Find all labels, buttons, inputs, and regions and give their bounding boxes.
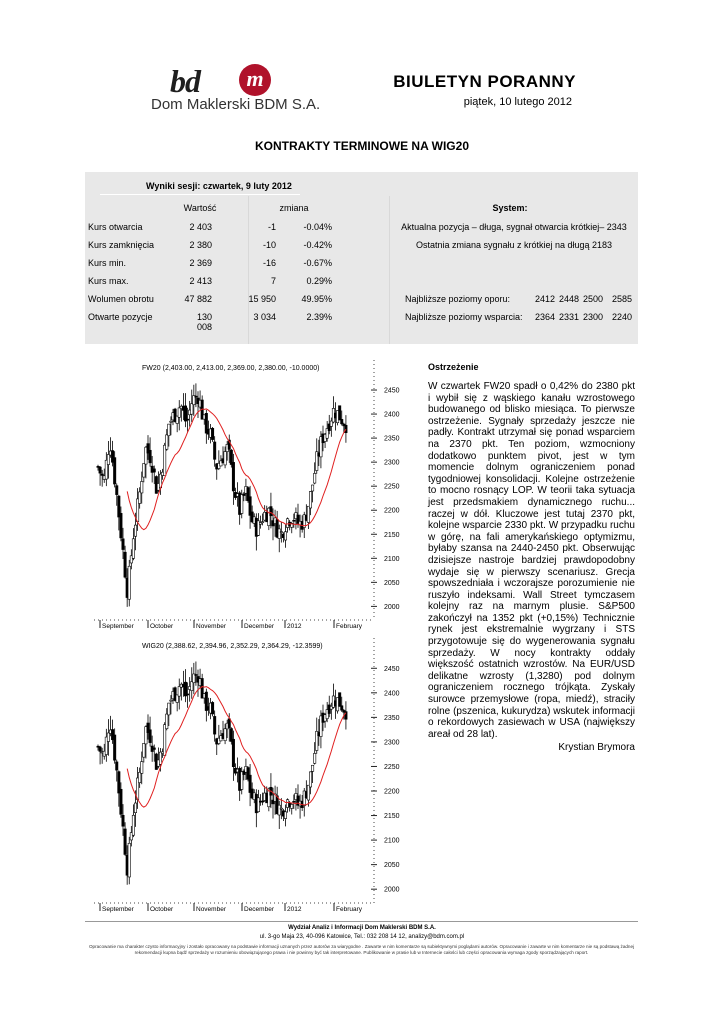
candle-body <box>184 406 186 421</box>
candle-body <box>232 462 234 491</box>
y-tick-label: 2300 <box>384 459 400 467</box>
y-tick-label: 2300 <box>384 739 400 747</box>
candle-body <box>141 481 143 492</box>
candle-body <box>211 702 213 714</box>
candle-body <box>170 700 172 701</box>
candle-body <box>341 706 343 710</box>
candle-body <box>113 735 115 760</box>
candle-body <box>313 753 315 763</box>
candle-body <box>99 747 101 751</box>
candle-body <box>101 474 103 475</box>
candle-body <box>153 748 155 750</box>
candle-body <box>116 762 118 770</box>
x-tick-label: February <box>336 623 363 630</box>
y-tick-label: 2100 <box>384 837 400 845</box>
y-tick-label: 2150 <box>384 531 400 539</box>
row-label: Kurs min. <box>88 258 127 268</box>
row-change: 7 <box>270 276 276 286</box>
article-author: Krystian Brymora <box>558 742 635 753</box>
candle-body <box>168 424 170 436</box>
candle-body <box>124 829 126 855</box>
candle-body <box>307 506 309 522</box>
candle-body <box>261 522 263 523</box>
session-title: Wyniki sesji: czwartek, 9 luty 2012 <box>146 181 292 191</box>
stats-divider <box>389 196 390 344</box>
candle-body <box>345 425 347 432</box>
row-change-pct: 2.39% <box>306 312 332 322</box>
resistance-level: 2585 <box>611 294 632 304</box>
candle-body <box>291 804 293 808</box>
candle-body <box>311 485 313 491</box>
chart-title: WIG20 (2,388.62, 2,394.96, 2,352.29, 2,364.29, -12.3599) <box>142 643 323 650</box>
candle-body <box>120 513 122 538</box>
x-tick-label: September <box>102 906 134 913</box>
candle-body <box>257 798 259 812</box>
row-label: Kurs zamknięcia <box>88 240 155 250</box>
resistance-level: 2500 <box>582 294 603 304</box>
col-change-header: zmiana <box>279 203 309 213</box>
y-tick-label: 2200 <box>384 788 400 796</box>
bulletin-date: piątek, 10 lutego 2012 <box>463 96 572 108</box>
chart-title: FW20 (2,403.00, 2,413.00, 2,369.00, 2,380.00, -10.0000) <box>142 365 320 372</box>
candle-body <box>284 532 286 540</box>
candle-body <box>141 762 143 774</box>
candle-body <box>278 529 280 539</box>
footer-divider <box>85 921 638 922</box>
candle-body <box>186 694 188 695</box>
candle-body <box>309 772 311 787</box>
candle-body <box>213 716 215 734</box>
candle-body <box>153 469 155 472</box>
x-tick-label: October <box>150 623 174 630</box>
candle-body <box>138 772 140 782</box>
candle-body <box>178 408 180 417</box>
x-tick-label: 2012 <box>287 623 302 630</box>
y-tick-label: 2450 <box>384 665 400 673</box>
candle-body <box>149 730 151 743</box>
y-tick-label: 2050 <box>384 579 400 587</box>
row-label: Wolumen obrotu <box>88 294 154 304</box>
candle-body <box>311 765 313 771</box>
candle-body <box>163 725 165 756</box>
candle-body <box>270 507 272 516</box>
candle-body <box>224 452 226 465</box>
row-label: Kurs otwarcia <box>88 222 143 232</box>
candle-body <box>163 445 165 475</box>
logo-letters: bd <box>170 63 200 99</box>
y-tick-label: 2400 <box>384 411 400 419</box>
system-header: System: <box>492 203 528 213</box>
row-value: 47 882 <box>184 294 212 304</box>
candle-body <box>134 803 136 813</box>
candle-body <box>122 815 124 826</box>
candle-body <box>166 714 168 729</box>
y-tick-label: 2350 <box>384 714 400 722</box>
x-tick-label: December <box>244 623 274 630</box>
row-change: -16 <box>262 258 276 268</box>
x-tick-label: December <box>244 906 274 913</box>
logo-m-circle: m <box>239 64 271 96</box>
candle-body <box>143 464 145 478</box>
row-change-pct: 49.95% <box>301 294 332 304</box>
support-level: 2364 <box>534 312 555 322</box>
candle-body <box>186 419 188 420</box>
y-tick-label: 2200 <box>384 507 400 515</box>
candle-body <box>107 733 109 742</box>
row-label: Otwarte pozycje <box>88 312 153 322</box>
resistance-label: Najbliższe poziomy oporu: <box>405 294 511 304</box>
candle-body <box>128 566 130 599</box>
candle-body <box>149 450 151 463</box>
article-body: W czwartek FW20 spadł o 0,42% do 2380 pkt i wybił się z wąskiego kanału wzrostowego budowanego od blisko miesiąca. To pierwsze ostrzeżenie. Sygnały sprzedaży jeszcze nie padły. Kontrakt utrzymał się ponad wsparciem na 2370 pkt. Ten poziom, wzmocniony dodatkowo punktem pivot, jest w tym momencie dolnym ograniczeniem ponad tygodniowej konsolidacji. Kolejne ostrzeżenie to mocno rosnący LOP. W teorii taka sytuacja jest przedsmakiem dynamicznego ruchu... raczej w dół. Kluczowe jest tutaj 2370 pkt, kolejne wsparcie 2330 pkt. W przypadku ruchu w górę, na fali amerykańskiego optymizmu, byłaby szansa na 2440-2450 pkt. Obserwując dzisiejsze nastroje bardziej prawdopodobny wydaje się w pierwszy scenariusz. Grecja spowszedniała i wczorajsze porozumienie nie ruszyło indeksami. Wall Street tymczasem kolejny raz na marnym plusie. S&P500 zakończył na 1352 pkt (+0,15%) Technicznie rynek jest ekstremalnie wygrzany i STS przygotowuje się do wygenerowania sygnału sprzedaży. W nocy kontrakty oddały większość ostatnich wzrostów. Na EUR/USD delikatne wzrosty (1,3280) pod dolnym ograniczeniem rocznego trójkąta. Zyskały surowce przemysłowe (ropa, miedź), straciły rolne (pszenica, kukurydza) wskutek informacji o rekordowych zasiewach w USA (największy areał od 28 lat). <box>428 381 635 740</box>
row-value: 2 369 <box>189 258 212 268</box>
row-value: 2 413 <box>189 276 212 286</box>
row-change-pct: 0.29% <box>306 276 332 286</box>
candle-body <box>113 458 115 484</box>
support-level: 2300 <box>582 312 603 322</box>
candle-body <box>132 539 134 559</box>
candle-body <box>170 421 172 422</box>
candle-body <box>293 520 295 521</box>
candle-body <box>124 552 126 577</box>
candle-body <box>211 428 213 439</box>
y-tick-label: 2000 <box>384 603 400 611</box>
x-tick-label: November <box>196 906 226 913</box>
candle-body <box>99 467 101 473</box>
row-value: 2 403 <box>189 222 212 232</box>
support-level: 2331 <box>558 312 579 322</box>
bulletin-title: BIULETYN PORANNY <box>393 72 576 91</box>
x-tick-label: October <box>150 906 174 913</box>
row-change-pct: -0.42% <box>303 240 332 250</box>
y-tick-label: 2150 <box>384 813 400 821</box>
candle-body <box>243 494 245 496</box>
candle-body <box>309 491 311 508</box>
moving-average-line <box>127 687 346 808</box>
candle-body <box>120 789 122 814</box>
candle-body <box>284 812 286 819</box>
candle-body <box>280 532 282 533</box>
candle-body <box>143 743 145 757</box>
candle-body <box>313 473 315 483</box>
candle-body <box>191 404 193 415</box>
y-tick-label: 2450 <box>384 387 400 395</box>
row-change: -10 <box>262 240 276 250</box>
support-label: Najbliższe poziomy wsparcia: <box>405 312 523 322</box>
candle-body <box>116 486 118 495</box>
row-change-pct: -0.67% <box>303 258 332 268</box>
resistance-level: 2412 <box>534 294 555 304</box>
y-tick-label: 2400 <box>384 690 400 698</box>
candle-body <box>128 843 130 877</box>
footer-department: Wydział Analiz i Informacji Dom Maklerski BDM S.A. <box>288 925 436 931</box>
y-tick-label: 2100 <box>384 555 400 563</box>
row-change: 15 950 <box>248 294 276 304</box>
candle-body <box>241 495 243 514</box>
candle-body <box>278 805 280 815</box>
row-value: 130 008 <box>196 312 212 332</box>
candle-body <box>213 442 215 459</box>
article-title: Ostrzeżenie <box>428 362 479 372</box>
candle-body <box>307 785 309 800</box>
support-level: 2240 <box>611 312 632 322</box>
candle-body <box>195 396 197 397</box>
candle-body <box>122 539 124 550</box>
system-line-2: Ostatnia zmiana sygnału z krótkiej na długą 2183 <box>415 240 613 250</box>
resistance-level: 2448 <box>558 294 579 304</box>
fw20-chart <box>82 358 412 638</box>
col-value-header: Wartość <box>183 203 217 213</box>
row-change: -1 <box>267 222 276 232</box>
candle-body <box>159 752 161 764</box>
candle-body <box>224 729 226 741</box>
footer-disclaimer: Opracowanie ma charakter czysto informacyjny i zostało opracowany na podstawie informacji uznanych przez autorów za wiarygodne . Zawarte w nim komentarze są subiektywnymi poglądami autorów. Opracowanie i zawarte w nim komentarze nie są podstawą żadnej rekomendacji kupna bądź sprzedaży w rozumieniu obowiązującego prawa i nie powinny być tak interpretowane. Publikowanie w prasie lub w Internecie całości lub części opracowania wymaga zgody sporządzających raport. <box>88 944 635 955</box>
x-tick-label: November <box>196 623 226 630</box>
session-title-underline <box>100 194 300 195</box>
company-name: Dom Maklerski BDM S.A. <box>151 96 321 113</box>
candle-body <box>261 801 263 802</box>
section-title: KONTRAKTY TERMINOWE NA WIG20 <box>254 139 469 153</box>
candle-body <box>166 435 168 449</box>
row-value: 2 380 <box>189 240 212 250</box>
candle-body <box>107 455 109 465</box>
wig20-chart <box>82 636 412 921</box>
x-tick-label: September <box>102 623 134 630</box>
candle-body <box>132 815 134 835</box>
candle-body <box>338 406 340 420</box>
y-tick-label: 2000 <box>384 886 400 894</box>
candle-body <box>138 492 140 504</box>
candle-body <box>195 674 197 675</box>
row-change: 3 034 <box>253 312 276 322</box>
y-tick-label: 2050 <box>384 862 400 870</box>
y-tick-label: 2250 <box>384 763 400 771</box>
y-tick-label: 2350 <box>384 435 400 443</box>
system-line-1: Aktualna pozycja – długa, sygnał otwarcia krótkiej– 2343 <box>401 222 627 232</box>
candle-body <box>341 419 343 423</box>
x-tick-label: February <box>336 906 363 913</box>
y-tick-label: 2250 <box>384 483 400 491</box>
footer-address: ul. 3-go Maja 23, 40-096 Katowice, Tel.: 032 208 14 12, analizy@bdm.com.pl <box>259 934 465 940</box>
candle-body <box>168 703 170 715</box>
moving-average-line <box>127 409 346 530</box>
candle-body <box>293 801 295 802</box>
candle-body <box>232 739 234 766</box>
row-label: Kurs max. <box>88 276 129 286</box>
x-tick-label: 2012 <box>287 906 302 913</box>
candle-body <box>134 525 136 536</box>
row-change-pct: -0.04% <box>303 222 332 232</box>
candle-body <box>338 693 340 707</box>
candle-body <box>178 686 180 696</box>
candle-body <box>280 808 282 809</box>
